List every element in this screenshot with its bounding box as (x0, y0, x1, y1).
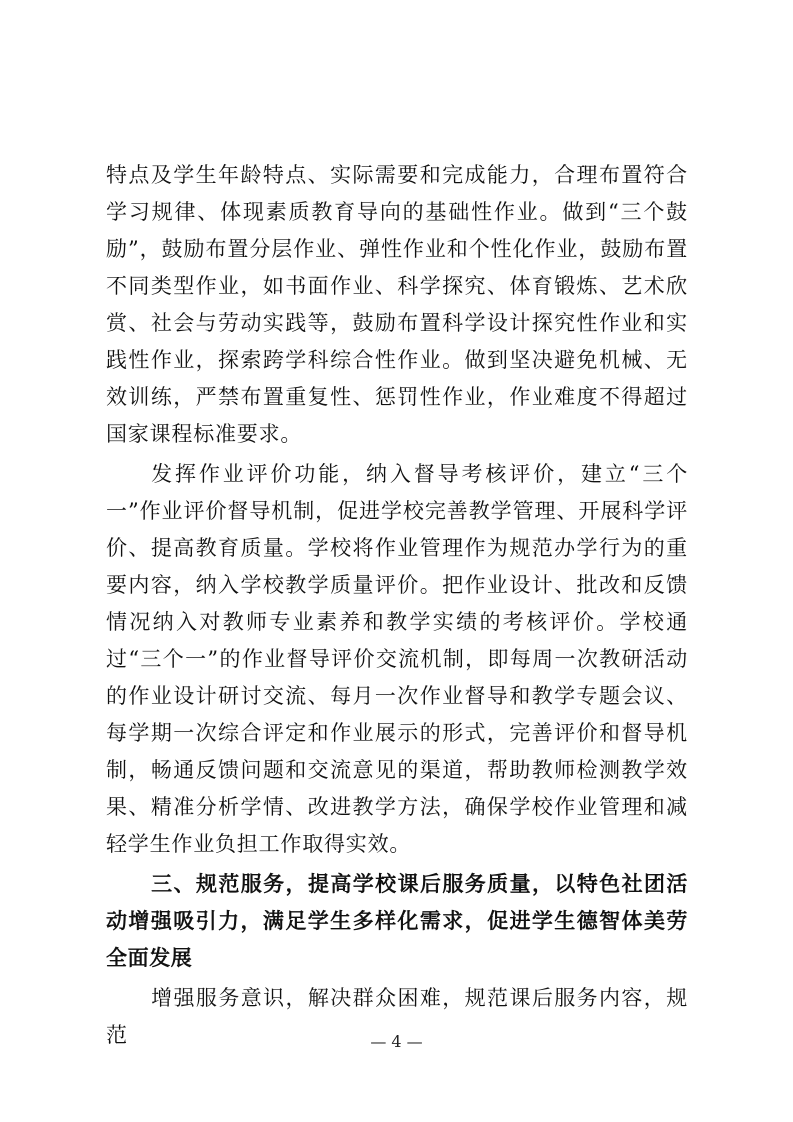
paragraph-service: 增强服务意识，解决群众困难，规范课后服务内容，规范 (106, 986, 688, 1047)
paragraph-continuation: 特点及学生年龄特点、实际需要和完成能力，合理布置符合学习规律、体现素质教育导向的基础性作业。做到“三个鼓励”，鼓励布置分层作业、弹性作业和个性化作业，鼓励布置不同类型作业，如书面作业、科学探究、体育锻炼、艺术欣赏、社会与劳动实践等，鼓励布置科学设计探究性作业和实践性作业，探索跨学科综合性作业。做到坚决避免机械、无效训练，严禁布置重复性、惩罚性作业，作业难度不得超过国家课程标准要求。 (106, 163, 688, 446)
section-heading-three: 三、规范服务，提高学校课后服务质量，以特色社团活动增强吸引力，满足学生多样化需求，促进学生德智体美劳全面发展 (106, 872, 688, 970)
page-number: — 4 — (370, 1032, 423, 1051)
paragraph-evaluation: 发挥作业评价功能，纳入督导考核评价，建立“三个一”作业评价督导机制，促进学校完善教学管理、开展科学评价、提高教育质量。学校将作业管理作为规范办学行为的重要内容，纳入学校教学质量评价。把作业设计、批改和反馈情况纳入对教师专业素养和教学实绩的考核评价。学校通过“三个一”的作业督导评价交流机制，即每周一次教研活动的作业设计研讨交流、每月一次作业督导和教学专题会议、每学期一次综合评定和作业展示的形式，完善评价和督导机制，畅通反馈问题和交流意见的渠道，帮助教师检测教学效果、精准分析学情、改进教学方法，确保学校作业管理和减轻学生作业负担工作取得实效。 (106, 462, 688, 856)
body-text (106, 157, 688, 1057)
